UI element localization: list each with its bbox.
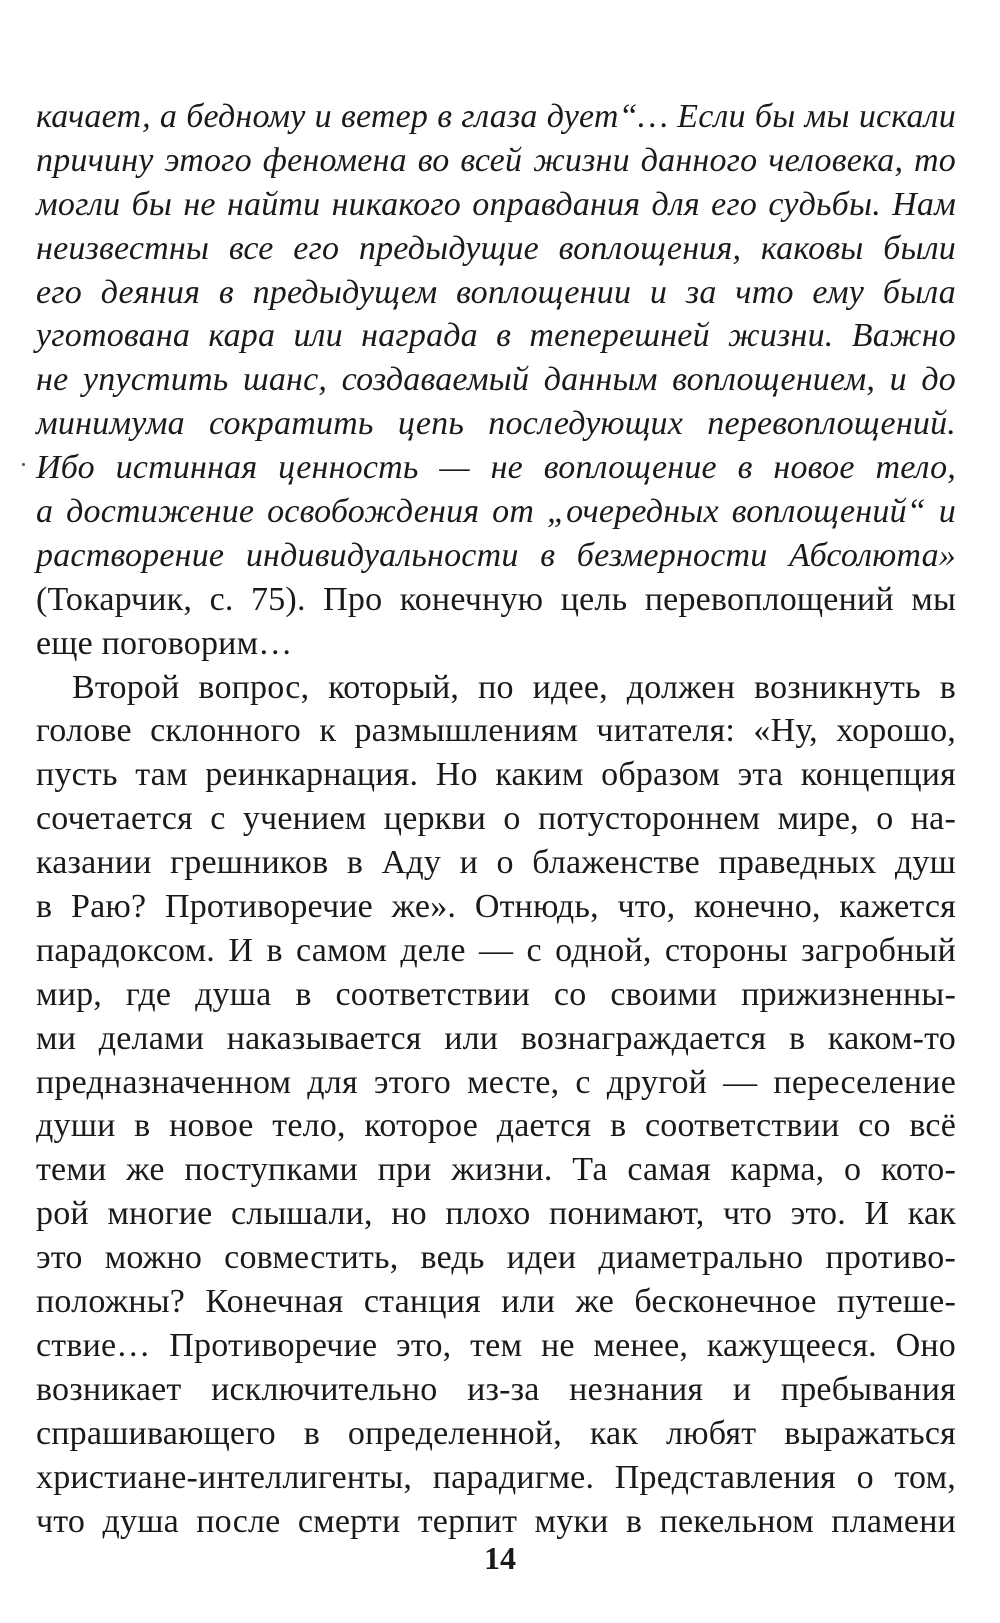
text-line: уготована кара или награда в теперешней жизни. Важно	[36, 317, 956, 355]
text-line: сочетается с учением церкви о потустороннем мире, о на-	[36, 800, 956, 838]
text-line: могли бы не найти никакого оправдания для его судьбы. Нам	[36, 185, 956, 223]
text-line: это можно совместить, ведь идеи диаметрально противо-	[36, 1239, 956, 1277]
margin-mark	[22, 463, 25, 466]
text-line: еще поговорим…	[36, 624, 293, 662]
text-line: а достижение освобождения от „очередных воплощений“ и	[36, 493, 956, 531]
text-line: что душа после смерти терпит муки в пекельном пламени	[36, 1502, 956, 1540]
text-line: голове склонного к размышлениям читателя: «Ну, хорошо,	[36, 712, 956, 750]
text-line: возникает исключительно из-за незнания и пребывания	[36, 1370, 956, 1408]
text-line: качает, а бедному и ветер в глаза дует“… Если бы мы искали	[36, 98, 956, 135]
text-line: христиане-интеллигенты, парадигме. Представления о том,	[36, 1458, 956, 1496]
page-text	[36, 95, 956, 1543]
text-line: (Токарчик, с. 75). Про конечную цель перевоплощений мы	[36, 580, 956, 618]
page-number: 14	[484, 1540, 516, 1576]
text-line: парадоксом. И в самом деле — с одной, стороны загробный	[36, 931, 956, 969]
text-line: минимума сократить цепь последующих перевоплощений.	[36, 405, 956, 443]
text-line: его деяния в предыдущем воплощении и за что ему была	[36, 273, 956, 311]
text-line: не упустить шанс, создаваемый данным воплощением, и до	[36, 361, 956, 399]
text-line: неизвестны все его предыдущие воплощения, каковы были	[36, 229, 956, 267]
text-line: ми делами наказывается или вознаграждается в каком-то	[36, 1019, 956, 1057]
text-line: пусть там реинкарнация. Но каким образом эта концепция	[36, 756, 956, 794]
text-line: в Раю? Противоречие же». Отнюдь, что, конечно, кажется	[36, 888, 956, 926]
text-line: причину этого феномена во всей жизни данного человека, то	[36, 141, 956, 179]
text-line: казании грешников в Аду и о блаженстве праведных душ	[36, 844, 956, 882]
text-line: рой многие слышали, но плохо понимают, что это. И как	[36, 1195, 956, 1233]
text-line: души в новое тело, которое дается в соответствии со всё	[36, 1107, 956, 1145]
text-line: Второй вопрос, который, по идее, должен возникнуть в	[72, 668, 956, 706]
text-line: теми же поступками при жизни. Та самая карма, о кото-	[36, 1151, 956, 1189]
text-line: положны? Конечная станция или же бесконечное путеше-	[36, 1283, 956, 1321]
text-line: предназначенном для этого месте, с другой — переселение	[36, 1063, 956, 1101]
text-line: спрашивающего в определенной, как любят выражаться	[36, 1414, 956, 1452]
text-line: ствие… Противоречие это, тем не менее, кажущееся. Оно	[36, 1326, 956, 1364]
text-line: Ибо истинная ценность — не воплощение в новое тело,	[36, 449, 956, 487]
text-line: растворение индивидуальности в безмерности Абсолюта»	[36, 536, 956, 574]
text-line: мир, где душа в соответствии со своими прижизненны-	[36, 975, 956, 1013]
